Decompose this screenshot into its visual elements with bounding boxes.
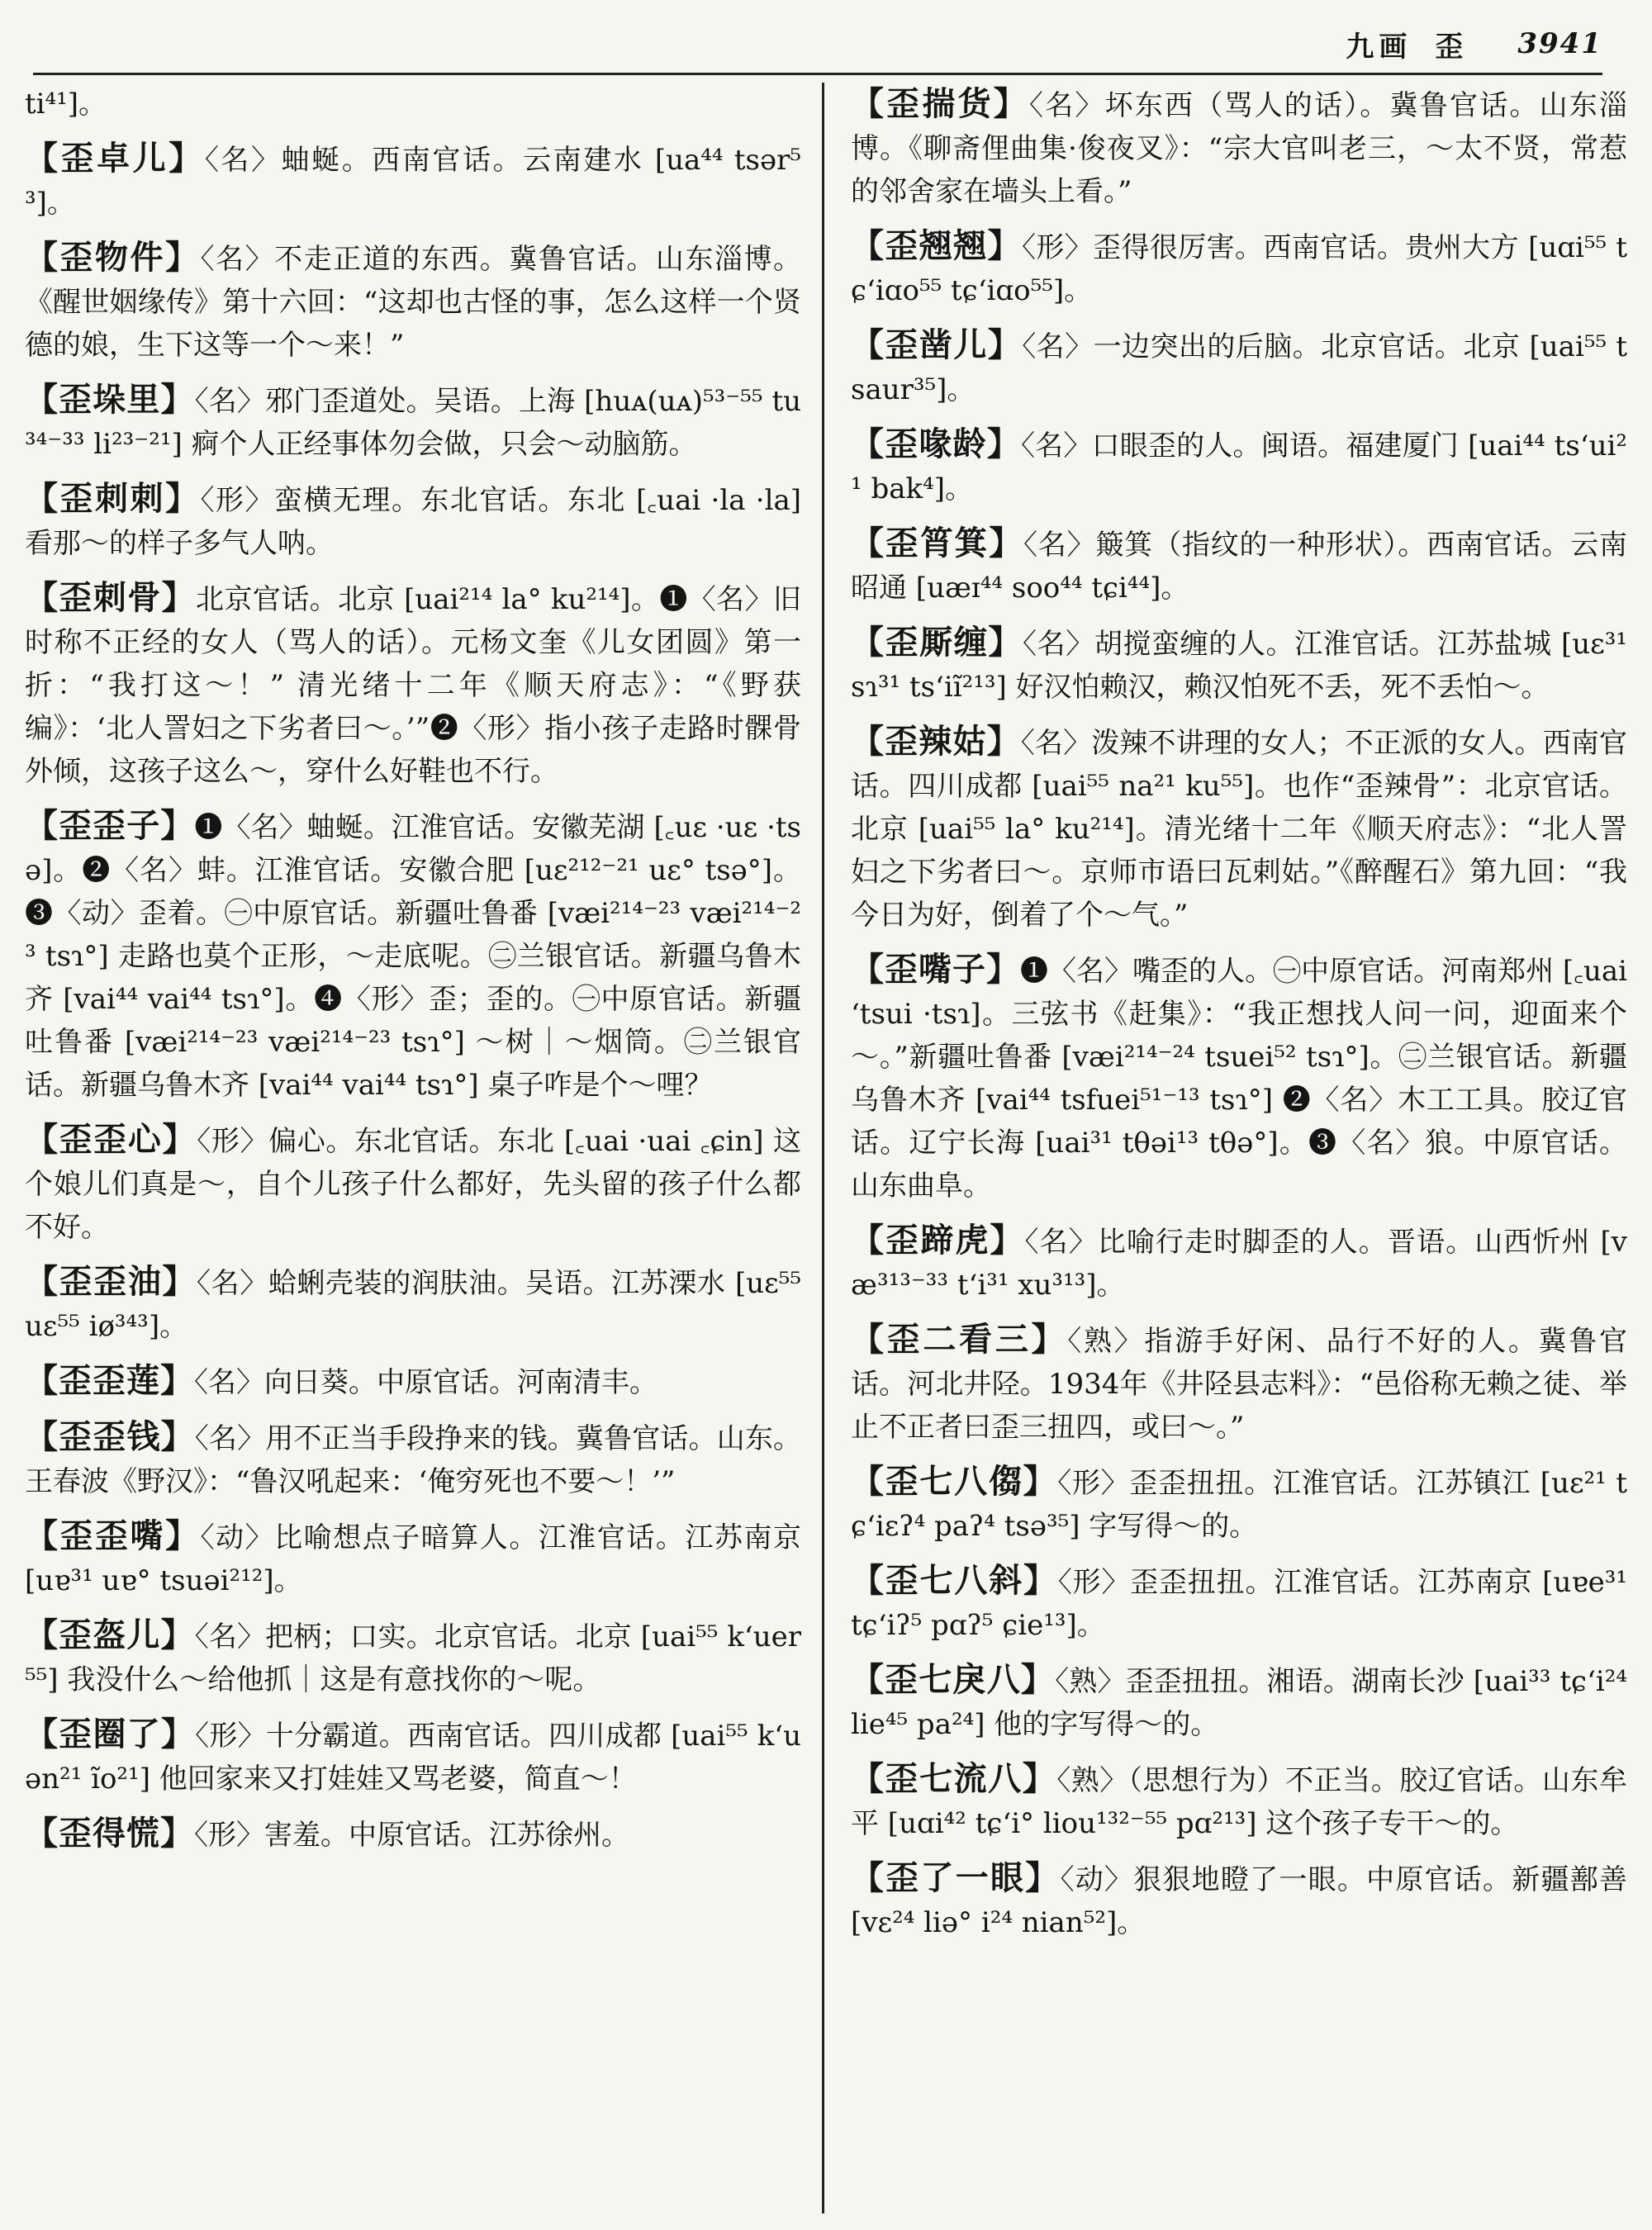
entry-definition: 〈名〉把柄；口实。北京官话。北京 [uai⁵⁵ k‘uer⁵⁵] 我没什么～给他抓｜这是有意找你的～呢。	[25, 1620, 801, 1696]
entry-headword: 【歪盔儿】	[25, 1616, 195, 1654]
dictionary-entry	[25, 1713, 801, 1801]
dictionary-entry	[851, 621, 1627, 709]
entry-headword: 【歪筲箕】	[851, 524, 1024, 562]
dictionary-entry	[851, 522, 1627, 610]
entry-headword: 【歪凿儿】	[851, 325, 1023, 364]
entry-definition: 〈名〉比喻行走时脚歪的人。晋语。山西忻州 [væ³¹³⁻³³ t‘i³¹ xu³¹³]。	[851, 1226, 1627, 1302]
dictionary-entry	[851, 1318, 1627, 1449]
entry-definition: 〈名〉口眼歪的人。闽语。福建厦门 [uai⁴⁴ ts‘ui²¹ bak⁴]。	[851, 429, 1627, 505]
entry-definition: 〈名〉胡搅蛮缠的人。江淮官话。江苏盐城 [uɛ³¹ sɿ³¹ ts‘iĩ²¹³] 好汉怕赖汉，赖汉怕死不丢，死不丢怕～。	[851, 628, 1627, 704]
entry-definition: 〈名〉蛤蜊壳装的润肤油。吴语。江苏溧水 [uɛ⁵⁵ uɛ⁵⁵ iø³⁴³]。	[25, 1267, 801, 1343]
dictionary-entry	[25, 1812, 801, 1857]
entry-definition: 〈形〉歪歪扭扭。江淮官话。江苏南京 [uɐe³¹ tɕ‘iʔ⁵ pɑʔ⁵ ɕie¹³]。	[851, 1566, 1627, 1642]
page-number: 3941	[1517, 27, 1602, 60]
entry-definition: 〈名〉不走正道的东西。冀鲁官话。山东淄博。《醒世姻缘传》第十六回：“这却也古怪的事，怎么这样一个贤德的娘，生下这等一个～来！”	[25, 243, 801, 362]
entry-definition: 北京官话。北京 [uai²¹⁴ la° ku²¹⁴]。❶〈名〉旧时称不正经的女人（骂人的话）。元杨文奎《儿女团圆》第一折：“我打这～！” 清光绪十二年《顺天府志》：“《野获编》：‘北人詈妇之下劣者曰～。’”❷〈形〉指小孩子走路时髁骨外倾，这孩子这么～，穿什么好鞋也不行。	[25, 583, 801, 788]
entry-headword: 【歪得慌】	[25, 1814, 194, 1853]
left-column	[25, 83, 801, 2213]
dictionary-entry	[851, 1219, 1627, 1307]
dictionary-entry	[25, 477, 801, 565]
entry-definition: 〈名〉坏东西（骂人的话）。冀鲁官话。山东淄博。《聊斋俚曲集·俊夜叉》：“宗大官叫老三，～太不贤，常惹的邻舍家在墙头上看。”	[851, 89, 1627, 208]
entry-headword: 【歪圈了】	[25, 1715, 196, 1753]
entry-definition: 〈名〉泼辣不讲理的女人；不正派的女人。西南官话。四川成都 [uai⁵⁵ na²¹ ku⁵⁵]。也作“歪辣骨”：北京官话。北京 [uai⁵⁵ la° ku²¹⁴]。清光绪十二年《顺天府志》：“北人詈妇之下劣者曰～。京师市语曰瓦剌姑。”《醉醒石》第九回：“我今日为好，倒着了个～气。”	[851, 727, 1627, 932]
dictionary-entry	[851, 423, 1627, 510]
entry-headword: 【歪嘴子】	[851, 950, 1021, 989]
entry-headword: 【歪刺骨】	[25, 578, 197, 617]
entry-definition: 〈形〉十分霸道。西南官话。四川成都 [uai⁵⁵ k‘uən²¹ ĩo²¹] 他回家来又打娃娃又骂老婆，简直～！	[25, 1720, 801, 1796]
running-head	[33, 15, 1602, 75]
dictionary-entry	[851, 83, 1627, 213]
entry-headword: 【歪七八斜】	[851, 1561, 1058, 1600]
dictionary-entry	[851, 1559, 1627, 1647]
entry-definition: 〈形〉歪歪扭扭。江淮官话。江苏镇江 [uɛ²¹ tɕ‘iɛʔ⁴ paʔ⁴ tsə³⁵] 字写得～的。	[851, 1467, 1627, 1543]
right-column	[851, 83, 1627, 2213]
entry-definition: 〈名〉向日葵。中原官话。河南清丰。	[194, 1366, 657, 1399]
dictionary-entry	[25, 236, 801, 367]
dictionary-entry	[851, 1857, 1627, 1944]
entry-headword: 【歪二看三】	[851, 1320, 1068, 1359]
entry-headword: 【歪厮缠】	[851, 623, 1023, 662]
dictionary-entry	[25, 83, 801, 126]
dictionary-entry	[25, 804, 801, 1107]
entry-headword: 【歪喙龄】	[851, 425, 1021, 463]
entry-headword: 【歪了一眼】	[851, 1858, 1061, 1897]
entry-definition: 〈熟〉（思想行为）不正当。胶辽官话。山东牟平 [uɑi⁴² tɕ‘i° liou¹³²⁻⁵⁵ pɑ²¹³] 这个孩子专干～的。	[851, 1764, 1627, 1840]
entry-definition: 〈名〉邪门歪道处。吴语。上海 [huᴀ(uᴀ)⁵³⁻⁵⁵ tu³⁴⁻³³ li²³⁻²¹] 痾个人正经事体勿会做，只会～动脑筋。	[25, 385, 801, 461]
entry-headword: 【歪蹄虎】	[851, 1221, 1025, 1260]
entry-headword: 【歪七戾八】	[851, 1660, 1056, 1699]
entry-headword: 【歪卓儿】	[25, 139, 205, 178]
entry-definition: ❶〈名〉蚰蜒。江淮官话。安徽芜湖 [꜀uɛ ·uɛ ·tsə]。❷〈名〉蚌。江淮官话。安徽合肥 [uɛ²¹²⁻²¹ uɛ° tsə°]。❸〈动〉歪着。㊀中原官话。新疆吐鲁番 [væi²¹⁴⁻²³ væi²¹⁴⁻²³ tsɿ°] 走路也莫个正形，～走底呢。㊁兰银官话。新疆乌鲁木齐 [vai⁴⁴ vai⁴⁴ tsɿ°]。❹〈形〉歪；歪的。㊀中原官话。新疆吐鲁番 [væi²¹⁴⁻²³ væi²¹⁴⁻²³ tsɿ°] ～树｜～烟筒。㊁兰银官话。新疆乌鲁木齐 [vai⁴⁴ vai⁴⁴ tsɿ°] 桌子咋是个～哩？	[25, 811, 801, 1102]
entry-definition: 〈形〉歪得很厉害。西南官话。贵州大方 [uɑi⁵⁵ tɕ‘iɑo⁵⁵ tɕ‘iɑo⁵⁵]。	[851, 231, 1627, 307]
entry-definition: 〈熟〉指游手好闲、品行不好的人。冀鲁官话。河北井陉。1934年《井陉县志料》：“邑俗称无赖之徒、举止不正者曰歪三扭四，或曰～。”	[851, 1325, 1627, 1444]
entry-definition: 〈形〉偏心。东北官话。东北 [꜀uai ·uai ꜀ɕin] 这个娘儿们真是～，自个儿孩子什么都好，先头留的孩子什么都不好。	[25, 1125, 801, 1244]
dictionary-entry	[25, 378, 801, 466]
entry-headword: 【歪揣货】	[851, 84, 1029, 123]
dictionary-entry	[25, 1416, 801, 1503]
entry-headword: 【歪刺刺】	[25, 479, 201, 518]
entry-definition: 〈熟〉歪歪扭扭。湘语。湖南长沙 [uai³³ tɕ‘i²⁴ lie⁴⁵ pa²⁴] 他的字写得～的。	[851, 1665, 1627, 1741]
dictionary-entry	[851, 225, 1627, 312]
dictionary-entry	[851, 1460, 1627, 1548]
dictionary-entry	[25, 1515, 801, 1602]
entry-headword: 【歪七八㑳】	[851, 1462, 1058, 1501]
entry-definition: 〈名〉一边突出的后脑。北京官话。北京 [uai⁵⁵ tsaur³⁵]。	[851, 330, 1627, 406]
entry-definition: 〈名〉簸箕（指纹的一种形状）。西南官话。云南昭通 [uæɪ⁴⁴ soo⁴⁴ tɕi⁴⁴]。	[851, 529, 1627, 605]
entry-definition: 〈名〉蚰蜒。西南官话。云南建水 [ua⁴⁴ tsər⁵³]。	[25, 144, 801, 220]
dictionary-entry	[25, 1614, 801, 1701]
dictionary-entry	[851, 324, 1627, 411]
entry-headword: 【歪翘翘】	[851, 226, 1022, 265]
entry-headword: 【歪歪心】	[25, 1120, 197, 1159]
dictionary-entry	[25, 1359, 801, 1404]
dictionary-entry	[851, 1658, 1627, 1746]
dictionary-entry	[25, 1260, 801, 1348]
entry-headword: 【歪歪莲】	[25, 1361, 194, 1400]
entry-definition: ❶〈名〉嘴歪的人。㊀中原官话。河南郑州 [꜀uai ‘tsui ·tsɿ]。三弦书《赶集》：“我正想找人问一问，迎面来个～。”新疆吐鲁番 [væi²¹⁴⁻²⁴ tsuei⁵² tsɿ°]。㊁兰银官话。新疆乌鲁木齐 [vai⁴⁴ tsfuei⁵¹⁻¹³ tsɿ°] ❷〈名〉木工工具。胶辽官话。辽宁长海 [uai³¹ tθəi¹³ tθə°]。❸〈名〉狼。中原官话。山东曲阜。	[851, 955, 1627, 1203]
entry-headword: 【歪物件】	[25, 238, 201, 277]
dictionary-entry	[851, 720, 1627, 937]
column-divider	[822, 83, 824, 2213]
dictionary-entry	[851, 948, 1627, 1208]
entry-definition: 〈名〉用不正当手段挣来的钱。冀鲁官话。山东。王春波《野汉》：“鲁汉吼起来：‘俺穷死也不要～！’”	[25, 1422, 801, 1498]
section-label: 九画	[1346, 30, 1412, 64]
entry-definition: 〈形〉害羞。中原官话。江苏徐州。	[194, 1819, 629, 1852]
dictionary-entry	[25, 576, 801, 793]
dictionary-entry	[25, 1118, 801, 1249]
entry-headword: 【歪垛里】	[25, 380, 195, 419]
entry-headword: 【歪七流八】	[851, 1759, 1057, 1798]
entry-headword: 【歪歪子】	[25, 806, 195, 845]
entry-headword: 【歪辣姑】	[851, 722, 1021, 761]
dictionary-entry	[851, 1758, 1627, 1845]
head-character: 歪	[1435, 30, 1469, 64]
entry-definition: ti⁴¹]。	[25, 88, 107, 121]
entry-definition: 〈形〉蛮横无理。东北官话。东北 [꜀uai ·la ·la] 看那～的样子多气人呐。	[25, 484, 801, 560]
entry-definition: 〈动〉狠狠地瞪了一眼。中原官话。新疆鄯善 [vɛ²⁴ liə° i²⁴ nian⁵²]。	[851, 1863, 1627, 1939]
entry-headword: 【歪歪嘴】	[25, 1516, 201, 1555]
dictionary-entry	[25, 137, 801, 225]
entry-definition: 〈动〉比喻想点子暗算人。江淮官话。江苏南京 [uɐ³¹ uɐ° tsuəi²¹²]。	[25, 1521, 801, 1597]
entry-headword: 【歪歪油】	[25, 1262, 197, 1301]
entry-headword: 【歪歪钱】	[25, 1417, 195, 1456]
